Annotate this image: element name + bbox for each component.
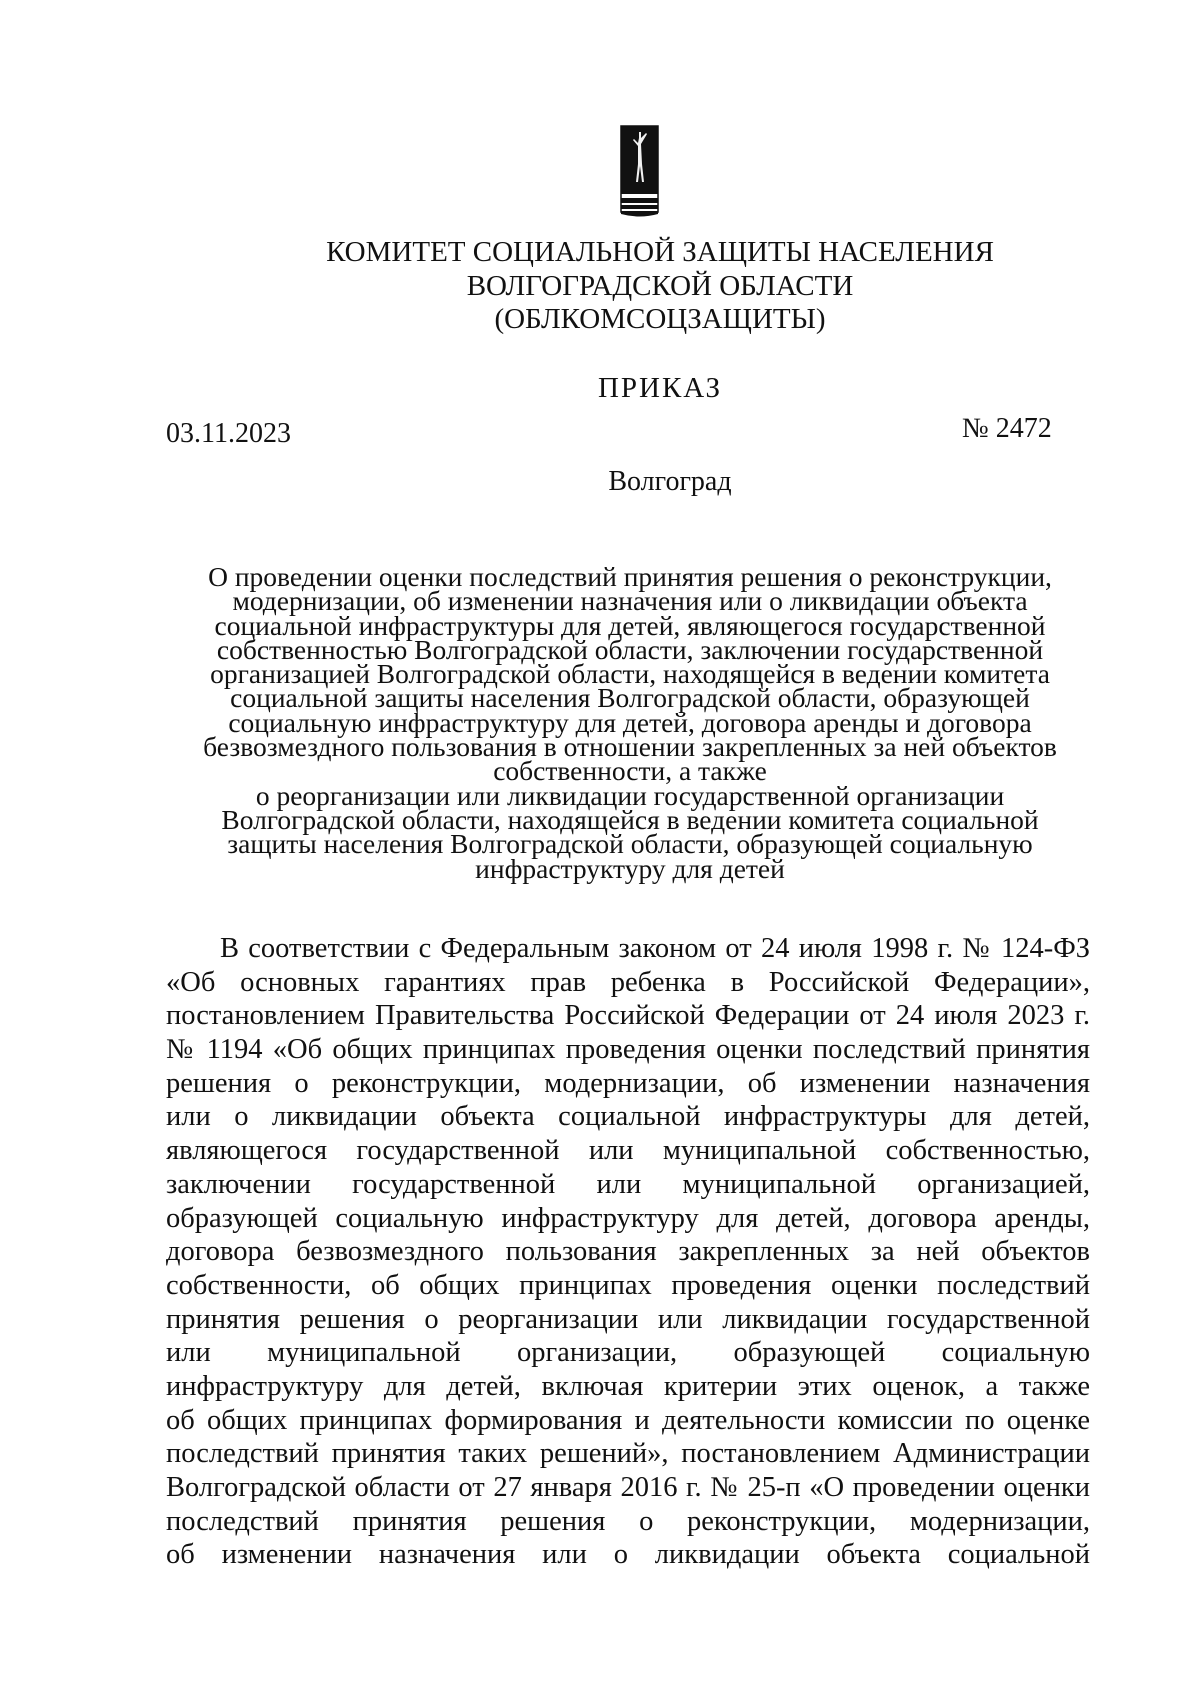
title-line: инфраструктуру для детей [475,852,785,884]
document-title [170,561,1090,884]
body-line: об общих принципах формирования и деятельности комиссии по оценке [166,1404,1090,1436]
body-line: собственности, об общих принципах проведения оценки последствий [166,1269,1090,1301]
body-line: заключении государственной или муниципальной организацией, [166,1168,1090,1200]
title-line: о реорганизации или ликвидации государственной организации [255,779,1005,811]
coat-of-arms-emblem [619,124,660,219]
title-line: Волгоградской области, находящейся в ведении комитета социальной [221,803,1039,835]
title-line: безвозмездного пользования в отношении закрепленных за ней объектов [203,731,1057,763]
body-line: последствий принятия решения о реконструкции, модернизации, [166,1505,1090,1537]
document-date: 03.11.2023 [166,418,291,449]
title-line: собственности, а также [493,755,767,787]
body-line: или муниципальной организации, образующей социальную [166,1337,1090,1369]
body-text [166,932,1090,1572]
body-line: Волгоградской области от 27 января 2016 г. № 25-п «О проведении оценки [166,1472,1090,1503]
document-number: № 2472 [962,413,1052,444]
body-line: договора безвозмездного пользования закрепленных за ней объектов [166,1236,1090,1268]
title-line: социальной защиты населения Волгоградской области, образующей [230,682,1030,714]
body-line: инфраструктуру для детей, включая критерии этих оценок, а также [166,1370,1090,1402]
title-line: модернизации, об изменении назначения или о ликвидации объекта [232,585,1028,617]
body-line: «Об основных гарантиях прав ребенка в Российской Федерации», [166,966,1090,998]
body-line: образующей социальную инфраструктуру для детей, договора аренды, [166,1202,1090,1234]
organization-name-line-1: КОМИТЕТ СОЦИАЛЬНОЙ ЗАЩИТЫ НАСЕЛЕНИЯ [326,236,994,268]
body-line: последствий принятия таких решений», постановлением Администрации [166,1438,1090,1470]
body-line: или о ликвидации объекта социальной инфраструктуры для детей, [166,1101,1090,1133]
body-line: решения о реконструкции, модернизации, об изменении назначения [166,1067,1090,1099]
body-line: В соответствии с Федеральным законом от 24 июля 1998 г. № 124-ФЗ [220,933,1090,964]
title-line: О проведении оценки последствий принятия решения о реконструкции, [208,561,1052,592]
title-line: организацией Волгоградской области, находящейся в ведении комитета [210,658,1050,690]
title-line: социальной инфраструктуры для детей, являющегося государственной [214,609,1046,641]
body-line: об изменении назначения или о ликвидации объекта социальной [166,1539,1090,1571]
organization-name-line-2: ВОЛГОГРАДСКОЙ ОБЛАСТИ [466,270,854,302]
title-line: собственностью Волгоградской области, заключении государственной [216,633,1044,665]
body-line: принятия решения о реорганизации или ликвидации государственной [166,1303,1090,1335]
body-line: являющегося государственной или муниципальной собственностью, [166,1135,1090,1167]
organization-short-name: (ОБЛКОМСОЦЗАЩИТЫ) [494,303,826,335]
document-type: ПРИКАЗ [597,372,723,404]
body-line: постановлением Правительства Российской Федерации от 24 июля 2023 г. [166,1000,1090,1032]
title-line: защиты населения Волгоградской области, образующей социальную [227,828,1033,860]
city: Волгоград [608,466,732,497]
body-line: № 1194 «Об общих принципах проведения оценки последствий принятия [166,1034,1090,1066]
title-line: социальную инфраструктуру для детей, договора аренды и договора [228,706,1032,738]
